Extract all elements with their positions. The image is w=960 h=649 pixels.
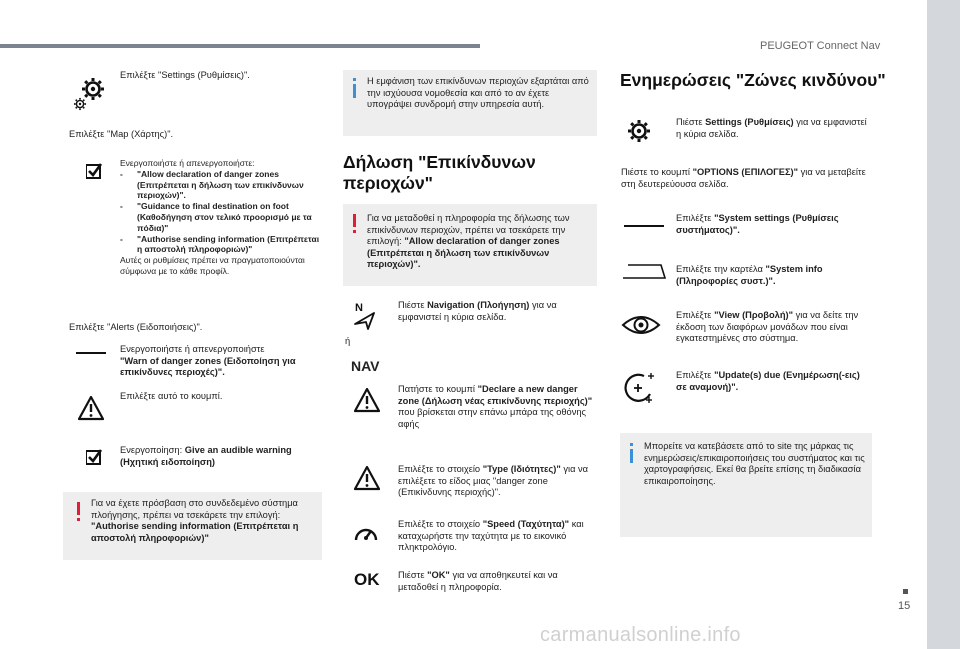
alerts-line: Επιλέξτε "Alerts (Ειδοποιήσεις)". xyxy=(69,322,203,332)
info-icon xyxy=(630,443,633,446)
warning-triangle-icon[interactable] xyxy=(354,388,380,414)
system-settings-option: "System settings (Ρυθμίσεις συστήματος)". xyxy=(676,213,839,235)
ok-option: "OK" xyxy=(427,570,450,580)
checkbox-icon xyxy=(86,162,104,180)
speedometer-icon xyxy=(352,520,380,548)
warning-triangle-icon xyxy=(78,396,104,422)
exclamation-icon xyxy=(77,502,80,515)
toggle-note: Αυτές οι ρυθμίσεις πρέπει να πραγματοποιούνται σύμφωνα με το κάθε προφίλ. xyxy=(120,255,305,276)
info-box-text: Μπορείτε να κατεβάσετε από το site της μάρκας τις ενημερώσεις/επικαιροποιήσεις του συστήματος και τις χαρτογραφήσεις. Εκεί θα βρείτε επίσης τη διαδικασία επικαιροποίησης. xyxy=(644,441,865,486)
svg-text:N: N xyxy=(355,302,363,314)
warn-box-text: Για να μεταδοθεί η πληροφορία της δήλωσης των επικίνδυνων περιοχών, πρέπει να τσεκάρετε την επιλογή: xyxy=(367,213,570,247)
settings-option: Settings (Ρυθμίσεις) xyxy=(705,117,794,127)
info-box-legislation xyxy=(343,70,597,136)
system-info-option: "System info (Πληροφορίες συστ.)". xyxy=(676,264,823,286)
watermark: carmanualsonline.info xyxy=(540,624,741,646)
declare-option: "Declare a new danger zone (Δήλωση νέας επικίνδυνης περιοχής)" xyxy=(398,384,593,406)
warn-zones-intro: Ενεργοποιήστε ή απενεργοποιήστε xyxy=(120,344,265,354)
warn-box-declare xyxy=(343,204,597,286)
info-box-downloads xyxy=(620,433,872,537)
warning-triangle-icon xyxy=(354,466,380,492)
audible-option: Give an audible warning (Ηχητική ειδοποίηση) xyxy=(120,445,292,467)
note-option: "Authorise sending information (Επιτρέπεται η αποστολή πληροφοριών)" xyxy=(91,521,299,543)
exclamation-icon xyxy=(353,214,356,227)
nav-button-label[interactable]: NAV xyxy=(351,358,380,374)
eye-icon xyxy=(621,312,661,338)
info-box-text: Η εμφάνιση των επικίνδυνων περιοχών εξαρτάται από την ισχύουσα νομοθεσία και από το αν έχετε υπογράψει συνδρομή στην υπηρεσία αυτή. xyxy=(367,76,589,110)
toggle-item-on-foot: - "Guidance to final destination on foot (Καθοδήγηση στον τελικό προορισμό με τα πόδια)" xyxy=(120,201,320,233)
info-icon xyxy=(353,78,356,81)
side-band xyxy=(927,0,960,649)
speed-option: "Speed (Ταχύτητα)" xyxy=(482,519,570,529)
page-number: 15 xyxy=(898,600,911,612)
ok-button-label[interactable]: OK xyxy=(354,570,380,589)
tab-icon xyxy=(622,262,666,280)
page-header-title: PEUGEOT Connect Nav xyxy=(760,40,881,52)
or-label: ή xyxy=(345,336,351,346)
checkbox-icon xyxy=(86,448,104,466)
nav-option: Navigation (Πλοήγηση) xyxy=(427,300,530,310)
line-icon xyxy=(624,225,664,227)
warn-zones-text xyxy=(120,344,320,379)
audible-warning-text xyxy=(120,445,320,468)
options-option: "OPTIONS (ΕΠΙΛΟΓΕΣ)" xyxy=(692,167,799,177)
toggle-item-danger-zones: - "Allow declaration of danger zones (Επιτρέπεται η δήλωση των επικίνδυνων περιοχών)". xyxy=(120,169,320,201)
note-text: Για να έχετε πρόσβαση στο συνδεδεμένο σύστημα πλοήγησης, πρέπει να τσεκάρετε την επιλογή: xyxy=(91,498,298,520)
audible-prefix: Ενεργοποίηση: xyxy=(120,445,183,455)
warn-zones-option: "Warn of danger zones (Ειδοποίηση για επικίνδυνες περιοχές)". xyxy=(120,355,296,378)
map-line: Επιλέξτε "Map (Χάρτης)". xyxy=(69,129,174,139)
note-box-send-info xyxy=(63,492,322,560)
settings-line: Επιλέξτε "Settings (Ρυθμίσεις)". xyxy=(120,70,250,80)
view-option: "View (Προβολή)" xyxy=(714,310,794,320)
update-icon xyxy=(622,370,658,406)
type-option: "Type (Ιδιότητες)" xyxy=(482,464,561,474)
section-heading-updates: Ενημερώσεις "Ζώνες κινδύνου" xyxy=(620,70,886,90)
page-marker xyxy=(903,589,908,594)
toggle-block xyxy=(120,158,320,277)
top-rule xyxy=(0,44,480,48)
toggle-item-send-info: - "Authorise sending information (Επιτρέπεται η αποστολή πληροφοριών)" xyxy=(120,234,320,256)
settings-gear-icon[interactable] xyxy=(624,116,654,146)
warn-box-option: "Allow declaration of danger zones (Επιτρέπεται η δήλωση των επικίνδυνων περιοχών)". xyxy=(367,236,560,270)
toggle-intro: Ενεργοποιήστε ή απενεργοποιήστε: xyxy=(120,158,255,168)
updates-due-option: "Update(s) due (Ενημέρωση(-εις) σε αναμονή)". xyxy=(676,370,860,392)
navigation-arrow-icon xyxy=(352,300,378,330)
warn-button-line: Επιλέξτε αυτό το κουμπί. xyxy=(120,391,223,401)
settings-gear-icon xyxy=(72,72,112,112)
line-icon xyxy=(76,352,106,354)
section-heading-declare: Δήλωση "Επικίνδυνων περιοχών" xyxy=(343,152,536,193)
